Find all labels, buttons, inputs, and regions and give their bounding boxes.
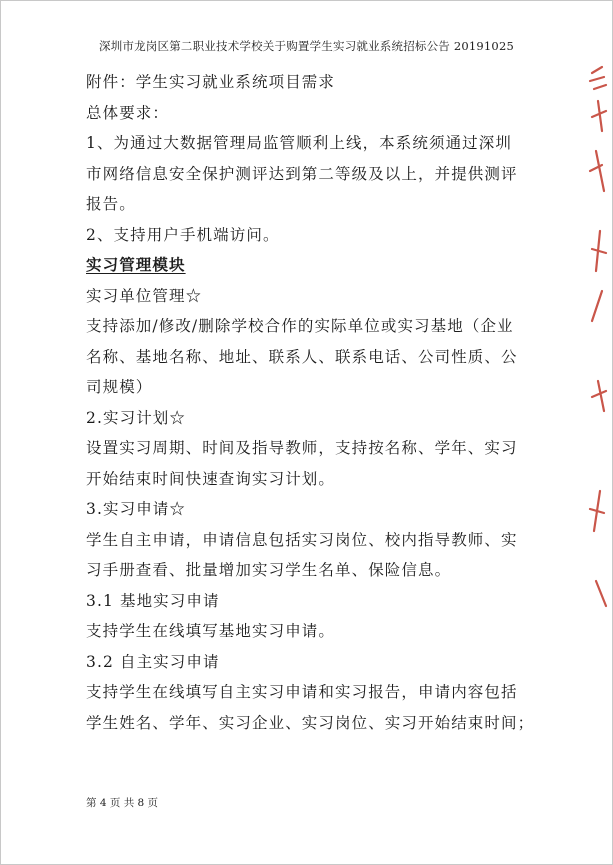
seal-stamp-fragment — [584, 61, 610, 621]
text-line: 3.1 基地实习申请 — [86, 591, 220, 610]
text-line: 3.实习申请☆ — [86, 500, 186, 518]
text-line: 1、为通过大数据管理局监管顺利上线，本系统须通过深圳 — [86, 134, 512, 152]
text-line: 司规模） — [86, 378, 153, 396]
text-line: 学生自主申请，申请信息包括实习岗位、校内指导教师、实 — [86, 530, 518, 549]
text-line: 名称、基地名称、地址、联系人、联系电话、公司性质、公 — [86, 347, 518, 366]
text-line: 设置实习周期、时间及指导教师，支持按名称、学年、实习 — [86, 439, 518, 457]
page-number: 第 4 页 共 8 页 — [86, 797, 159, 809]
text-line: 实习单位管理☆ — [86, 286, 203, 305]
text-line: 报告。 — [86, 195, 136, 213]
text-line: 支持学生在线填写自主实习申请和实习报告，申请内容包括 — [86, 683, 518, 701]
text-line: 附件：学生实习就业系统项目需求 — [86, 73, 336, 91]
text-line: 习手册查看、批量增加实习学生名单、保险信息。 — [86, 561, 452, 579]
text-line: 支持学生在线填写基地实习申请。 — [86, 622, 336, 640]
page-header: 深圳市龙岗区第二职业技术学校关于购置学生实习就业系统招标公告 20191025 — [99, 39, 514, 53]
text-line: 2.实习计划☆ — [86, 408, 186, 427]
text-line: 开始结束时间快速查询实习计划。 — [86, 469, 336, 488]
text-line: 市网络信息安全保护测评达到第二等级及以上，并提供测评 — [86, 164, 518, 183]
text-line: 支持添加/修改/删除学校合作的实际单位或实习基地（企业 — [86, 317, 514, 335]
text-line: 总体要求： — [86, 103, 170, 122]
text-line: 3.2 自主实习申请 — [86, 652, 220, 671]
text-line: 学生姓名、学年、实习企业、实习岗位、实习开始结束时间； — [86, 713, 535, 732]
document-body — [86, 67, 535, 738]
text-line: 2、支持用户手机端访问。 — [86, 225, 280, 244]
section-heading: 实习管理模块 — [86, 255, 186, 274]
